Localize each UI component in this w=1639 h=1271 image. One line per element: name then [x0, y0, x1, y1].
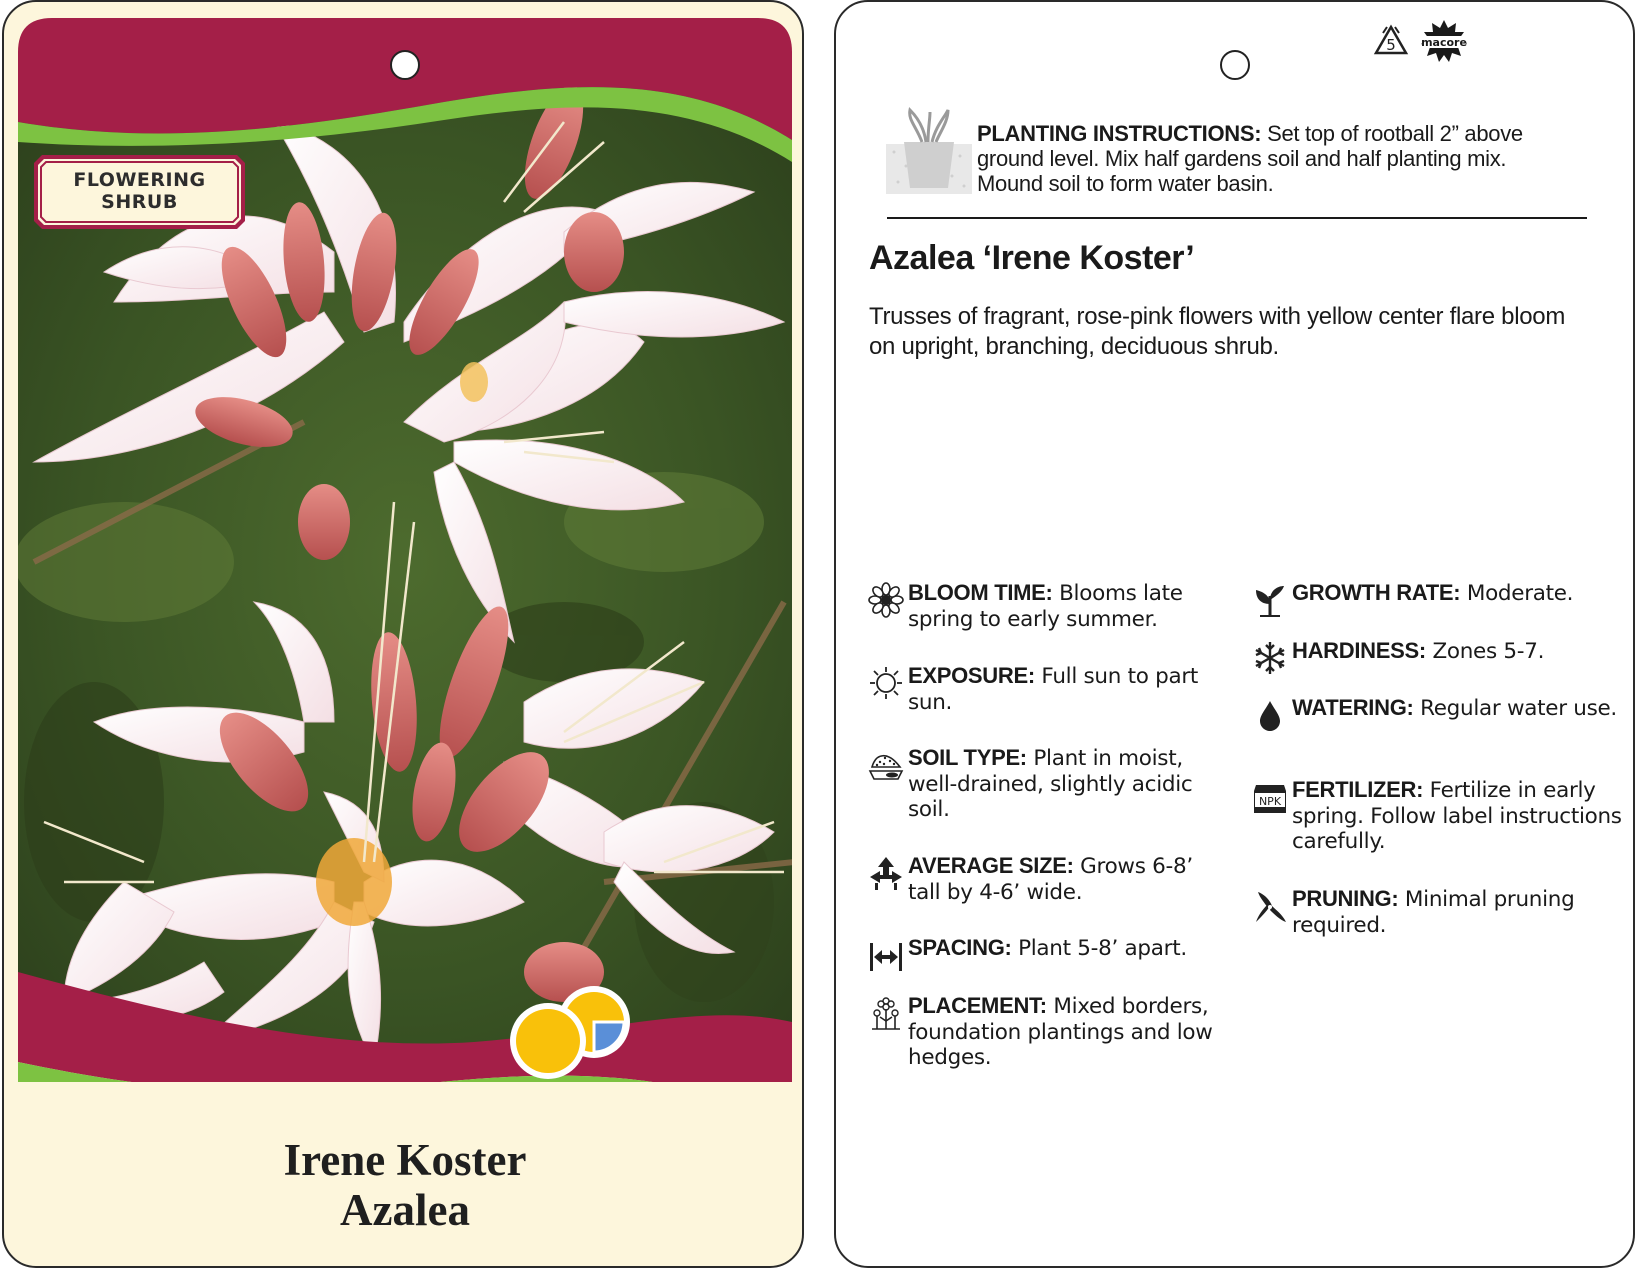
plant-description: Trusses of fragrant, rose-pink flowers with yellow center flare bloom on upright, branching, deciduous shrub. — [869, 303, 1566, 360]
hang-hole — [390, 50, 420, 80]
common-name-line-2: Azalea — [340, 1185, 470, 1235]
back-tag — [834, 0, 1635, 1268]
soil-type-text: Plant in moist, well-drained, slightly acidic soil. — [908, 746, 1193, 822]
recycle-icon — [1373, 24, 1409, 58]
sprout-icon — [1252, 582, 1288, 618]
plant-title: Azalea ‘Irene Koster’ — [869, 239, 1195, 277]
snowflake-icon — [1252, 640, 1288, 676]
average-size-label: AVERAGE SIZE: — [908, 853, 1074, 878]
brand-text: macore — [1421, 36, 1467, 49]
planting-text: Set top of rootball 2” above ground level. Mix half gardens soil and half planting mix. Mound soil to form water basin. — [977, 121, 1523, 196]
average-size-text: Grows 6-8’ tall by 4-6’ wide. — [908, 854, 1193, 905]
bloom-time-label: BLOOM TIME: — [908, 580, 1053, 605]
front-tag — [2, 0, 804, 1268]
spacing-label: SPACING: — [908, 935, 1012, 960]
watering-text: Regular water use. — [1413, 696, 1617, 721]
exposure-text: Full sun to part sun. — [908, 664, 1199, 715]
recycle-code: 5 — [1386, 36, 1396, 54]
water-drop-icon — [1252, 697, 1288, 733]
planting-instructions — [977, 121, 1577, 196]
fertilizer-icon — [1252, 779, 1288, 815]
hardiness-text: Zones 5-7. — [1425, 639, 1545, 664]
divider — [887, 217, 1587, 219]
growth-rate-label: GROWTH RATE: — [1292, 580, 1461, 605]
placement-icon — [868, 995, 904, 1031]
full-sun-icon — [510, 1003, 586, 1079]
hang-hole — [1220, 50, 1250, 80]
common-name-line-1: Irene Koster — [283, 1135, 527, 1185]
pruning-text: Minimal pruning required. — [1292, 887, 1575, 938]
spacing-text: Plant 5-8’ apart. — [1011, 936, 1187, 961]
fertilizer-label: FERTILIZER: — [1292, 777, 1424, 802]
fertilizer-icon-text: NPK — [1258, 795, 1282, 808]
soil-icon — [868, 747, 904, 783]
flower-icon — [868, 582, 904, 618]
sun-exposure-icons — [504, 985, 634, 1080]
placement-text: Mixed borders, foundation plantings and low hedges. — [908, 994, 1213, 1070]
spacing-icon — [868, 937, 904, 973]
pruners-icon — [1252, 888, 1288, 924]
hardiness-label: HARDINESS: — [1292, 638, 1426, 663]
growth-rate-text: Moderate. — [1460, 581, 1574, 606]
sun-icon — [868, 665, 904, 701]
macore-logo-icon — [1416, 18, 1472, 64]
category-label: FLOWERING SHRUB — [73, 169, 206, 213]
pruning-label: PRUNING: — [1292, 886, 1399, 911]
soil-type-label: SOIL TYPE: — [908, 745, 1027, 770]
potted-plant-icon — [886, 106, 972, 196]
bloom-time-text: Blooms late spring to early summer. — [908, 581, 1183, 632]
fertilizer-text: Fertilize in early spring. Follow label instructions carefully. — [1292, 778, 1622, 854]
planting-label: PLANTING INSTRUCTIONS: — [977, 121, 1262, 146]
exposure-label: EXPOSURE: — [908, 663, 1035, 688]
category-badge — [34, 155, 245, 229]
size-icon — [868, 855, 904, 891]
placement-label: PLACEMENT: — [908, 993, 1047, 1018]
watering-label: WATERING: — [1292, 695, 1414, 720]
